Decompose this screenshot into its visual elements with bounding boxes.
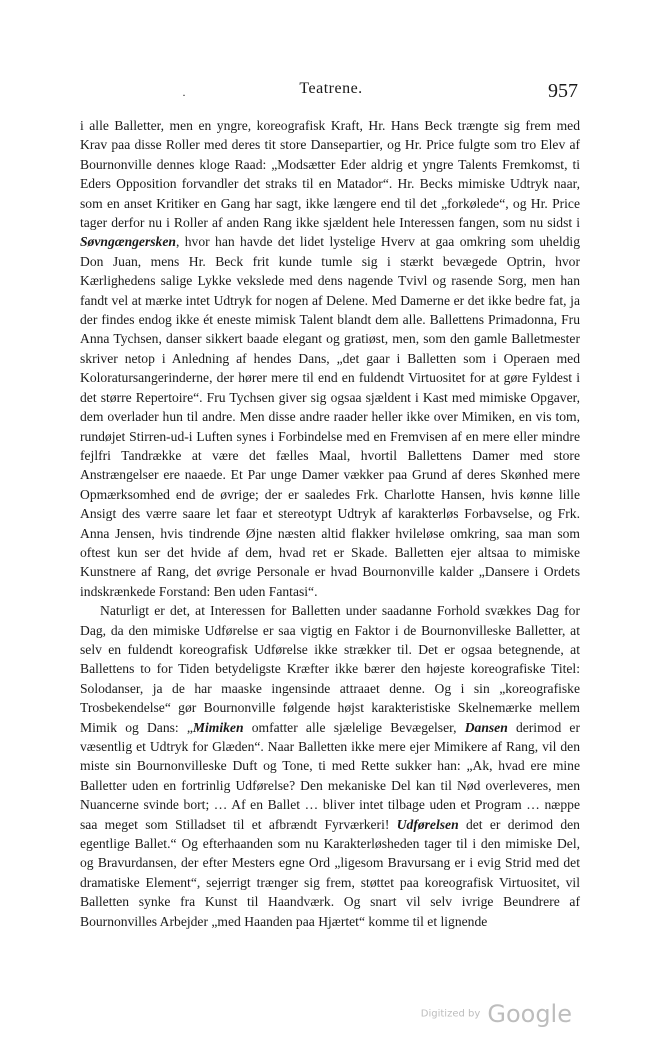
paragraph-2: Naturligt er det, at Interessen for Balletten under saadanne Forhold svækkes Dag for Dag, da den mimiske Udførelse er saa vigtig en Faktor i de Bournonvilleske Balletter, at selv en fuldendt koreografisk Udførelse ikke strækker til. Det er ogsaa betegnende, at Ballettens to for Tiden betydeligste Kræfter ikke bærer den højeste koreografiske Titel: Solodanser, ja de har maaske ingensinde attraaet denne. Og i sin „koreografiske Trosbekendelse“ gør Bournonville følgende højst karakteristiske Skelnemærke mellem Mimik og Dans: „Mimiken omfatter alle sjælelige Bevægelser, Dansen derimod er væsentlig et Udtryk for Glæden“. Naar Balletten ikke mere ejer Mimikere af Rang, vil den miste sin Bournonvilleske Duft og Tone, ti med Rette sukker han: „Ak, hvad ere mine Balletter uden en fortrinlig Udførelse? Den mekaniske Del kan til Nød overleveres, men Nuancerne svinde bort; … Af en Ballet … bliver intet tilbage uden et Program … næppe saa meget som Stilladset til et afbrændt Fyrværkeri! Udførelsen det er derimod den egentlige Ballet.“ Og efterhaanden som nu Karakterløsheden tager til i den mimiske Del, og Bravurdansen, der efter Mesters egne Ord „ligesom Bravursang er i evig Strid med det dramatiske Element“, sejerrigt trænger sig frem, støttet paa koreografisk Virtuositet, vil Balletten synke fra Kunst til Haandværk. Og snart vil selv ivrige Beundrere af Bournonvilles Arbejder „med Haanden paa Hjærtet“ komme til et lignende <box>80 603 580 929</box>
title-sovngaengersken: Søvngængersken <box>80 234 176 250</box>
digitized-by-google-watermark <box>421 1000 572 1028</box>
google-logo-text: Google <box>487 1000 572 1028</box>
page-number: 957 <box>548 80 578 102</box>
header-dot-ornament: · <box>182 88 186 102</box>
paragraph-1: i alle Balletter, men en yngre, koreografisk Kraft, Hr. Hans Beck trængte sig frem med Krav paa disse Roller med deres tit store Dansepartier, og Hr. Price fulgte som tro Elev af Bournonville dennes kloge Raad: „Modsætter Eder aldrig et yngre Talents Fremkomst, ti Eders Opposition forvandler det straks til en Matador“. Hr. Becks mimiske Udtryk naar, som en anset Kritiker en Gang har sagt, ikke længere end til det „forkølede“, og Hr. Price tager derfor nu i Roller af anden Rang ikke sjældent hele Interessen fangen, som nu sidst i Søvngængersken, hvor han havde det lidet lystelige Hverv at gaa omkring som uheldig Don Juan, mens Hr. Beck frit kunde tumle sig i stærkt bevægede Optrin, hvor Kærlighedens salige Lykke vekslede med dens nagende Tvivl og rasende Sorg, men han fandt vel at mærke intet Udtryk for nogen af Delene. Med Damerne er det ikke bedre fat, ja der findes endog ikke ét eneste mimisk Talent blandt dem alle. Ballettens Primadonna, Fru Anna Tychsen, danser sikkert baade elegant og gratiøst, men, som den gamle Balletmester skriver netop i Anledning af hendes Dans, „det gaar i Balletten som i Operaen med Koloratursangerinderne, der hører mere til end en fuldendt Virtuositet for at gøre Fyldest i det større Repertoire“. Fru Tychsen giver sig ogsaa sjældent i Kast med mimiske Opgaver, dem overlader hun til andre. Men disse andre raader heller ikke over Mimiken, en vis tom, rundøjet Stirren-ud-i Luften synes i Forbindelse med en Fremvisen af en mere eller mindre fejlfri Tandrække at være det fælles Maal, hvortil Ballettens Damer med store Anstrængelser ere naaede. Et Par unge Damer vækker paa Grund af deres Skønhed mere Opmærksomhed end de øvrige; der er saaledes Frk. Charlotte Hansen, hvis kønne lille Ansigt des værre saare let faar et stereotypt Udtryk af karakterløs Forbavselse, og Frk. Anna Jensen, hvis tindrende Øjne næsten altid flakker hvileløse omkring, saa man som oftest kun ser det hvide af dem, hvad ret er Skade. Balletten ejer altsaa to mimiske Kunstnere af Rang, det øvrige Personale er hvad Bournonville kalder „Dansere i Ordets indskrænkede Forstand: Ben uden Fantasi“. <box>80 118 580 599</box>
running-title: Teatrene. <box>299 80 363 97</box>
term-dansen: Dansen <box>464 719 508 735</box>
page-body <box>80 116 580 931</box>
watermark-prefix: Digitized by <box>420 1008 481 1020</box>
term-mimiken: Mimiken <box>192 719 244 735</box>
term-udforelsen: Udførelsen <box>396 816 459 832</box>
